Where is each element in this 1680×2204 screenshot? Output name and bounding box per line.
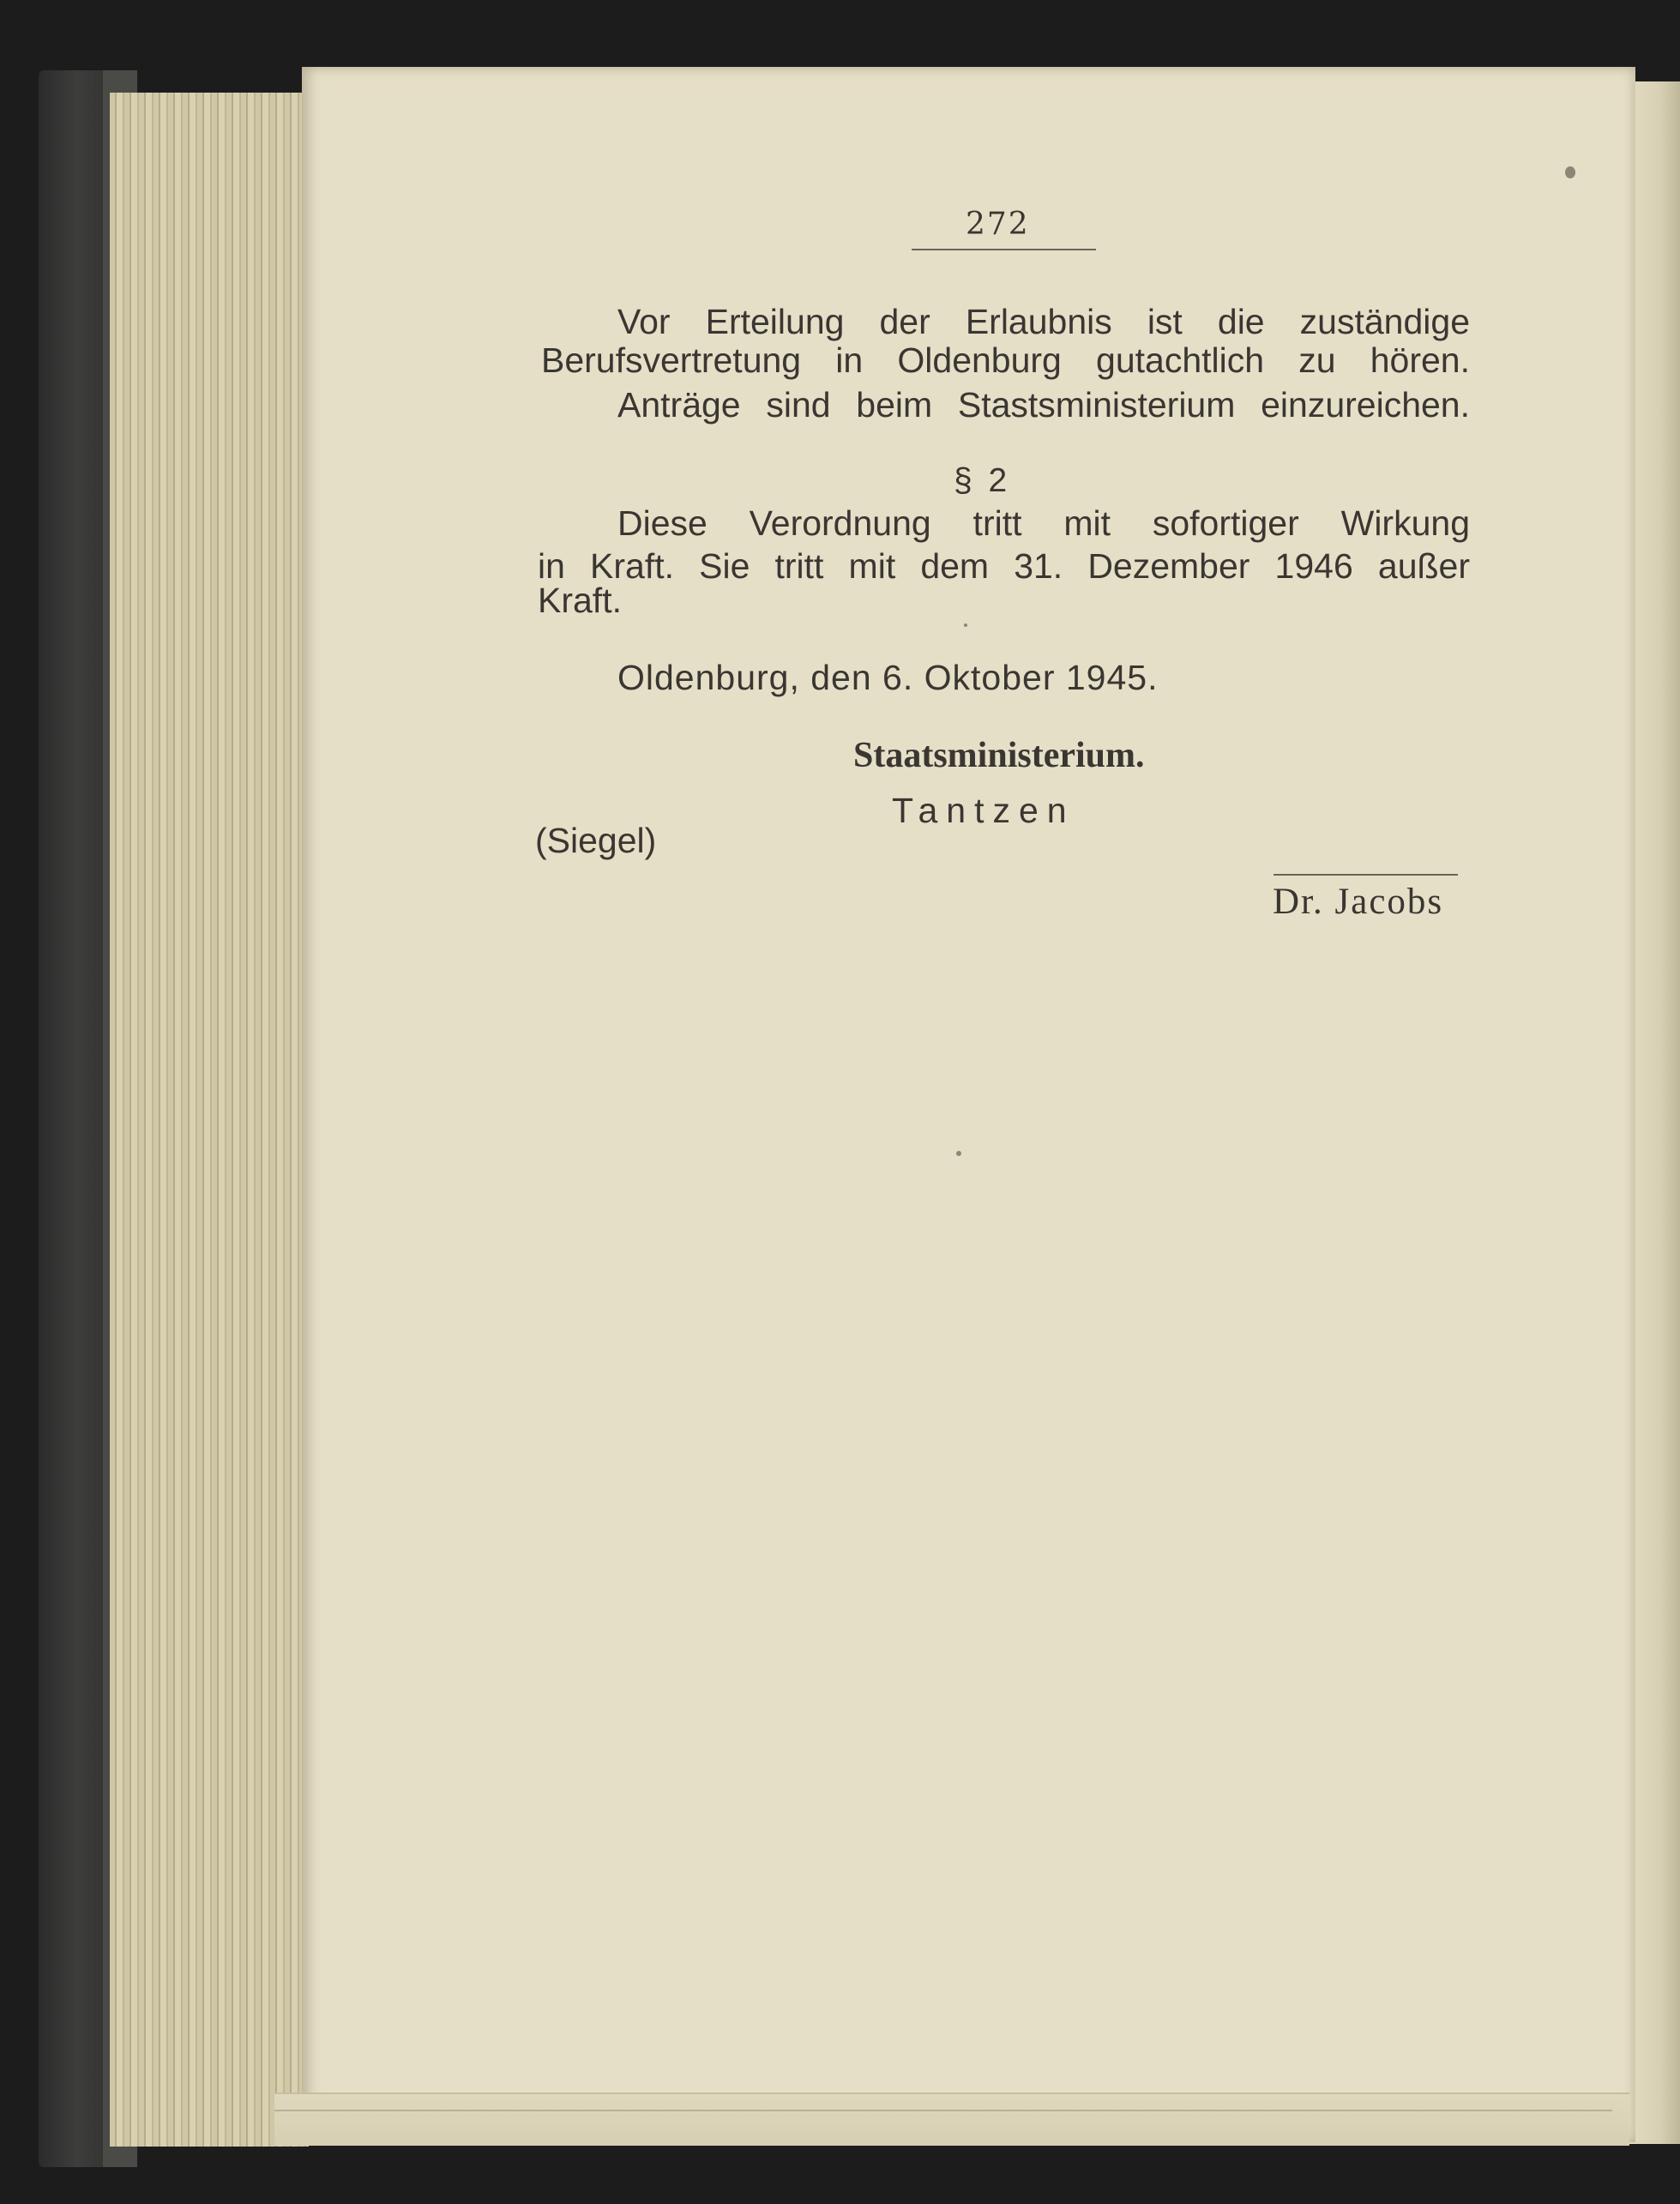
paper-speck xyxy=(1565,166,1575,178)
page-bottom-line xyxy=(274,2110,1612,2111)
section-heading: § 2 xyxy=(954,462,1011,499)
paragraph1-line3: Anträge sind beim Stastsministerium einzureichen. xyxy=(617,385,1470,425)
signatory-jacobs: Dr. Jacobs xyxy=(1273,882,1444,922)
section-line1: Diese Verordnung tritt mit sofortiger Wirkung xyxy=(617,503,1470,543)
paper-speck xyxy=(964,623,967,627)
paragraph1-line1: Vor Erteilung der Erlaubnis ist die zuständige xyxy=(617,302,1470,341)
page-edges xyxy=(110,93,309,2147)
facing-page-edge xyxy=(1629,81,1680,2144)
section-line3: Kraft. xyxy=(538,581,622,620)
paragraph1-line2: Berufsvertretung in Oldenburg gutachtlich zu hören. xyxy=(541,340,1470,380)
page-number: 272 xyxy=(966,207,1030,242)
section-line2: in Kraft. Sie tritt mit dem 31. Dezember 1946 außer xyxy=(538,546,1470,586)
ministry-name: Staatsministerium. xyxy=(853,736,1145,775)
paper-speck xyxy=(956,1151,961,1156)
page-bottom-edge xyxy=(274,2093,1629,2146)
signature-rule xyxy=(1274,874,1458,876)
place-date: Oldenburg, den 6. Oktober 1945. xyxy=(617,658,1159,697)
signatory-tantzen: Tantzen xyxy=(892,791,1075,830)
seal-label: (Siegel) xyxy=(535,821,657,860)
page-number-rule xyxy=(912,249,1096,250)
